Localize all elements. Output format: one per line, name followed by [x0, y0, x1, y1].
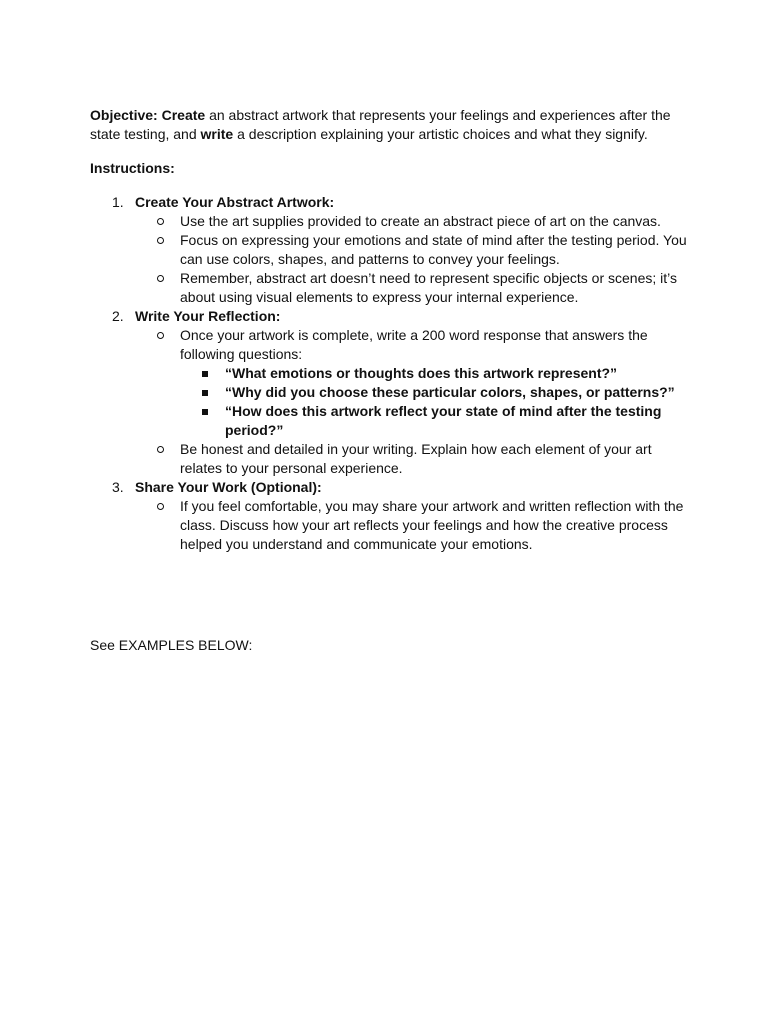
step-number: 2. [112, 308, 124, 324]
hollow-bullet-icon [157, 275, 164, 282]
objective-text-1: an abstract artwork that represents your feelings and experiences after the state testing, and [90, 107, 671, 142]
step-2 [90, 307, 690, 478]
steps-list [90, 193, 690, 554]
objective-paragraph [90, 106, 690, 144]
list-item: Be honest and detailed in your writing. Explain how each element of your art relates to your personal experience. [135, 440, 690, 478]
instructions-heading: Instructions: [90, 160, 175, 176]
step-1 [90, 193, 690, 307]
list-item: Focus on expressing your emotions and state of mind after the testing period. You can use colors, shapes, and patterns to convey your feelings. [135, 231, 690, 269]
step-number: 3. [112, 479, 124, 495]
objective-verb-write: write [200, 126, 234, 142]
square-bullet-icon [202, 371, 208, 377]
question-item: “Why did you choose these particular colors, shapes, or patterns?” [180, 383, 690, 402]
step-3 [90, 478, 690, 554]
step-title: Create Your Abstract Artwork: [135, 194, 335, 210]
objective-label: Objective: [90, 107, 158, 123]
hollow-bullet-icon [157, 332, 164, 339]
step-2-bullets [135, 326, 690, 478]
step-number: 1. [112, 194, 124, 210]
step-title: Share Your Work (Optional): [135, 479, 322, 495]
hollow-bullet-icon [157, 503, 164, 510]
see-examples-text: See EXAMPLES BELOW: [90, 637, 253, 653]
step-title: Write Your Reflection: [135, 308, 281, 324]
list-item: Use the art supplies provided to create an abstract piece of art on the canvas. [135, 212, 690, 231]
step-3-bullets [135, 497, 690, 554]
step-1-bullets [135, 212, 690, 307]
hollow-bullet-icon [157, 218, 164, 225]
hollow-bullet-icon [157, 237, 164, 244]
document-body [90, 106, 690, 554]
hollow-bullet-icon [157, 446, 164, 453]
list-item: If you feel comfortable, you may share your artwork and written reflection with the class. Discuss how your art reflects your feelings and how the creative process helped you understand and communicate your emotions. [135, 497, 690, 554]
objective-verb-create: Create [161, 107, 206, 123]
list-item: Once your artwork is complete, write a 200 word response that answers the following questions: “What emotions or thoughts does this artwork represent?” “Why did you choose these particular colors, shapes, or patterns?” “How does this artwork reflect your state of mind after the testing period?” [135, 326, 690, 440]
question-item: “What emotions or thoughts does this artwork represent?” [180, 364, 690, 383]
objective-text-2: a description explaining your artistic choices and what they signify. [237, 126, 648, 142]
question-item: “How does this artwork reflect your state of mind after the testing period?” [180, 402, 690, 440]
square-bullet-icon [202, 390, 208, 396]
list-item: Remember, abstract art doesn’t need to represent specific objects or scenes; it’s about using visual elements to express your internal experience. [135, 269, 690, 307]
reflection-questions [180, 364, 690, 440]
square-bullet-icon [202, 409, 208, 415]
